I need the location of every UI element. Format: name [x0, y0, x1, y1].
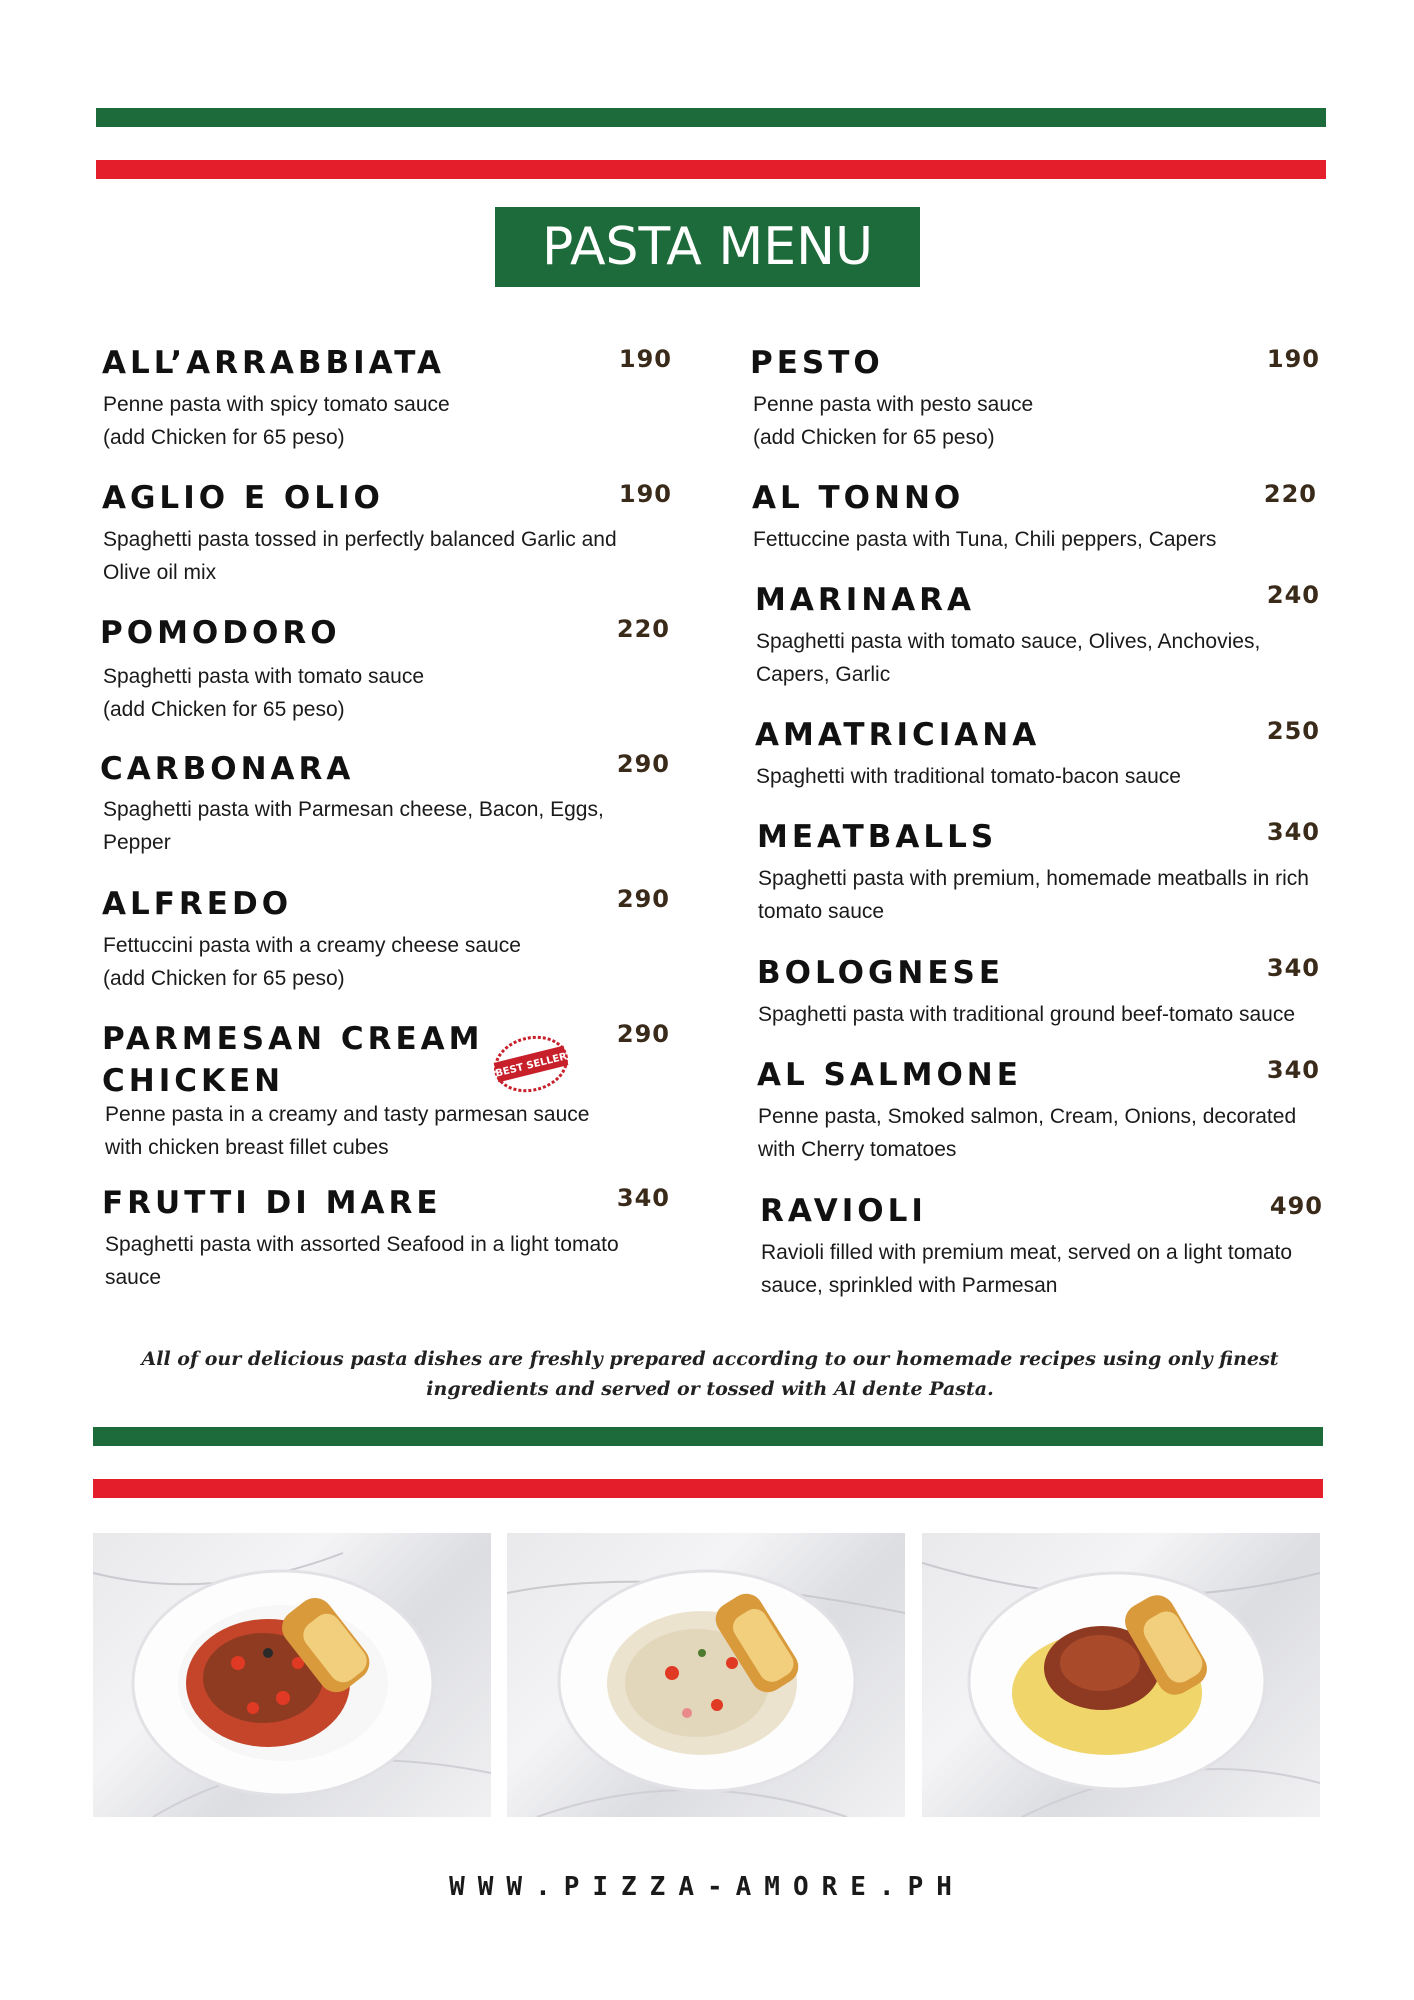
- item-name: ALL’ARRABBIATA: [102, 345, 445, 381]
- item-desc-line: Spaghetti pasta with premium, homemade meatballs in rich: [758, 867, 1309, 890]
- item-desc-line: Fettuccini pasta with a creamy cheese sauce: [103, 934, 521, 957]
- item-price: 290: [616, 1020, 670, 1048]
- item-desc-line: Spaghetti pasta with tomato sauce: [103, 665, 425, 688]
- item-name: AGLIO E OLIO: [102, 480, 384, 516]
- item-desc-line: (add Chicken for 65 peso): [753, 426, 995, 449]
- item-desc-line: Spaghetti pasta with tomato sauce, Olives, Anchovies,: [756, 630, 1261, 653]
- item-desc-line: Pepper: [103, 831, 171, 854]
- item-desc-line: tomato sauce: [758, 900, 885, 923]
- item-desc-line: Spaghetti with traditional tomato-bacon sauce: [756, 765, 1181, 788]
- item-desc-line: sauce: [105, 1266, 162, 1289]
- item-desc-line: Spaghetti pasta with assorted Seafood in a light tomato: [105, 1233, 619, 1256]
- item-name: MARINARA: [755, 582, 976, 618]
- item-name: POMODORO: [100, 615, 341, 651]
- item-price: 190: [618, 345, 672, 373]
- item-desc-line: Fettuccine pasta with Tuna, Chili peppers, Capers: [753, 528, 1217, 551]
- item-price: 220: [1263, 480, 1317, 508]
- item-price: 490: [1269, 1192, 1323, 1220]
- item-desc-line: with Cherry tomatoes: [758, 1138, 957, 1161]
- page-title: PASTA MENU: [495, 207, 920, 287]
- photo-spaghetti-bolognese: [922, 1533, 1320, 1817]
- best-seller-badge: [487, 1028, 574, 1101]
- item-price: 290: [616, 750, 670, 778]
- badge-label: BEST SELLER: [494, 1051, 569, 1080]
- photo-penne-cream: [507, 1533, 905, 1817]
- item-desc-line: Ravioli filled with premium meat, served on a light tomato: [761, 1241, 1293, 1264]
- item-name: ALFREDO: [102, 886, 293, 922]
- item-name: BOLOGNESE: [757, 955, 1005, 991]
- item-desc-line: (add Chicken for 65 peso): [103, 698, 345, 721]
- item-desc-line: Spaghetti pasta with Parmesan cheese, Bacon, Eggs,: [103, 798, 604, 821]
- footnote: All of our delicious pasta dishes are freshly prepared according to our homemade recipes using only finest ingredients and served or tossed with Al dente Pasta.: [141, 1348, 1279, 1400]
- top-green-stripe: [96, 108, 1326, 127]
- item-name: FRUTTI DI MARE: [102, 1185, 442, 1221]
- item-price: 340: [1266, 954, 1320, 982]
- item-name: CARBONARA: [100, 751, 355, 787]
- item-price: 250: [1266, 717, 1320, 745]
- item-desc-line: Penne pasta, Smoked salmon, Cream, Onions, decorated: [758, 1105, 1297, 1128]
- item-price: 340: [1266, 1056, 1320, 1084]
- item-desc-line: Spaghetti pasta with traditional ground beef-tomato sauce: [758, 1003, 1296, 1026]
- item-price: 190: [618, 480, 672, 508]
- item-price: 220: [616, 615, 670, 643]
- item-price: 340: [1266, 818, 1320, 846]
- item-desc-line: Spaghetti pasta tossed in perfectly balanced Garlic and: [103, 528, 617, 551]
- item-desc-line: Olive oil mix: [103, 561, 217, 584]
- item-name: MEATBALLS: [757, 819, 998, 855]
- item-desc-line: Capers, Garlic: [756, 663, 891, 686]
- item-name-line: PARMESAN CREAM: [102, 1021, 484, 1057]
- item-price: 190: [1266, 345, 1320, 373]
- item-desc-line: Penne pasta in a creamy and tasty parmesan sauce: [105, 1103, 590, 1126]
- item-desc-line: with chicken breast fillet cubes: [105, 1136, 389, 1159]
- item-name: RAVIOLI: [760, 1193, 927, 1229]
- website-url[interactable]: WWW.PIZZA-AMORE.PH: [449, 1872, 965, 1902]
- bottom-green-stripe: [93, 1427, 1323, 1446]
- item-price: 240: [1266, 581, 1320, 609]
- bottom-red-stripe: [93, 1479, 1323, 1498]
- photo-spaghetti-tomato: [93, 1533, 491, 1817]
- item-desc-line: Penne pasta with spicy tomato sauce: [103, 393, 450, 416]
- item-desc-line: (add Chicken for 65 peso): [103, 967, 345, 990]
- top-red-stripe: [96, 160, 1326, 179]
- item-name-line: CHICKEN: [102, 1063, 285, 1099]
- item-desc-line: Penne pasta with pesto sauce: [753, 393, 1034, 416]
- item-desc-line: sauce, sprinkled with Parmesan: [761, 1274, 1058, 1297]
- item-desc-line: (add Chicken for 65 peso): [103, 426, 345, 449]
- item-name: AL SALMONE: [757, 1057, 1022, 1093]
- item-name: AMATRICIANA: [755, 717, 1041, 753]
- item-name: PESTO: [750, 345, 884, 381]
- item-name: AL TONNO: [752, 480, 965, 516]
- item-price: 340: [616, 1184, 670, 1212]
- item-price: 290: [616, 885, 670, 913]
